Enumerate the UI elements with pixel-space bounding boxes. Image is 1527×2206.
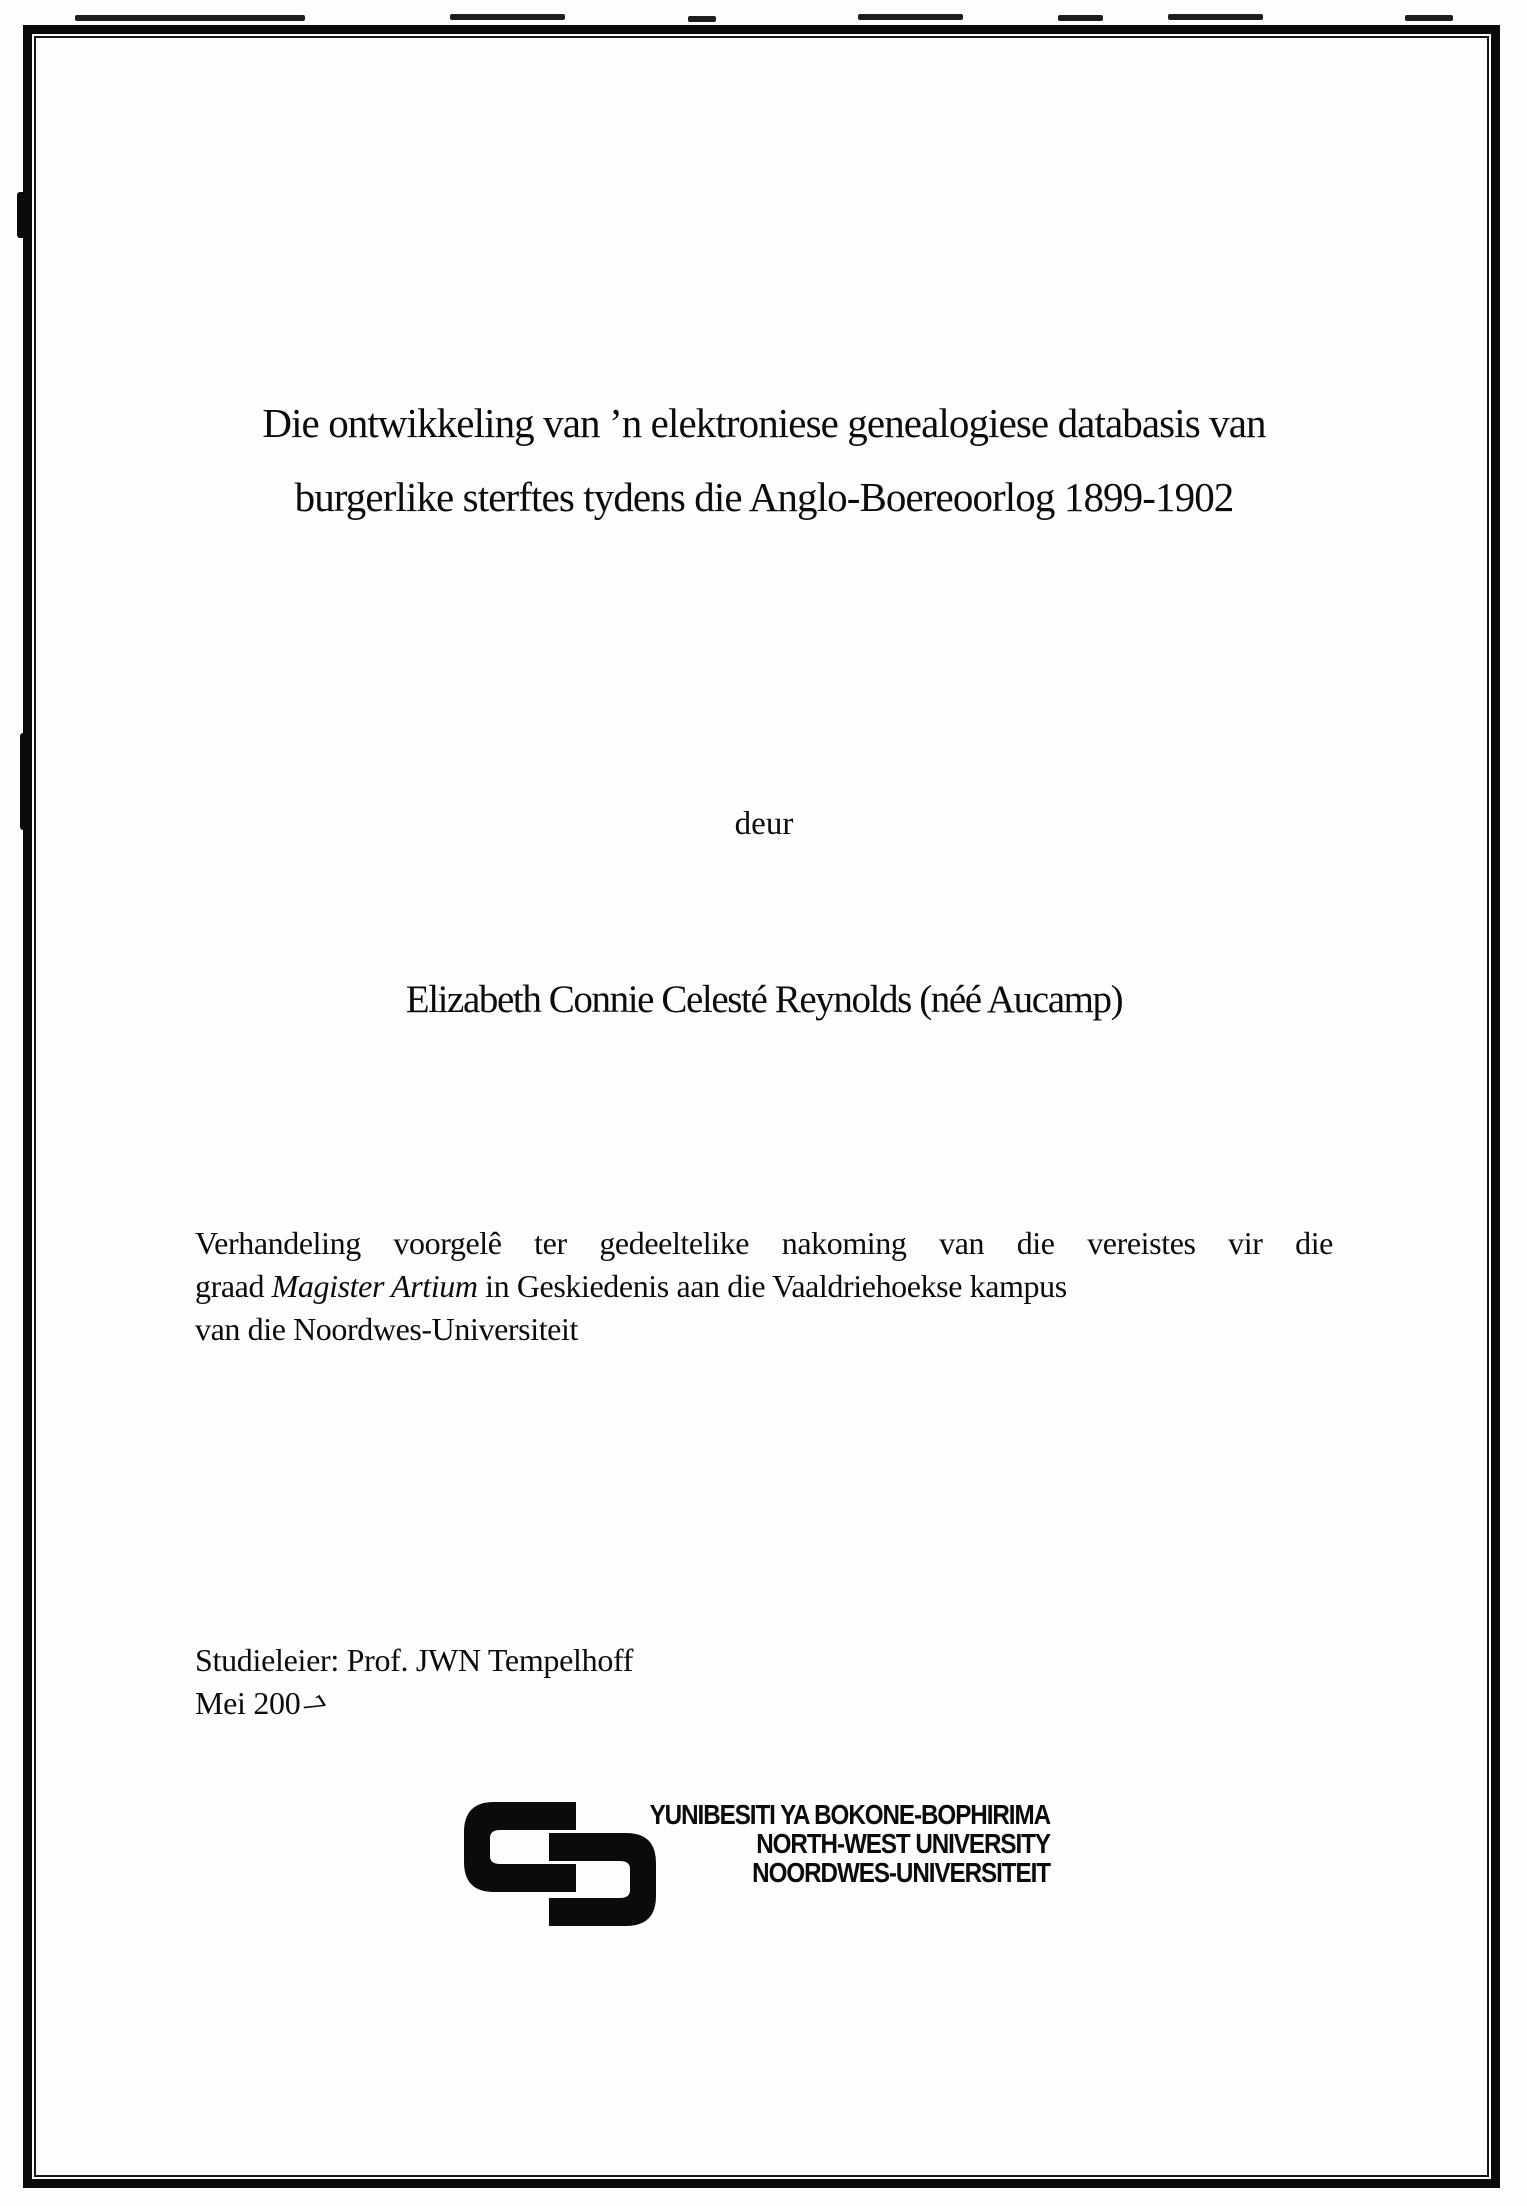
byline-label: deur <box>734 806 794 842</box>
submission-line-2-suffix: in Geskiedenis aan die Vaaldriehoekse kampus <box>477 1268 1067 1304</box>
scan-artifact <box>1405 15 1453 21</box>
submission-line-2 <box>195 1265 1333 1308</box>
degree-name-italic: Magister Artium <box>271 1268 478 1304</box>
date-prefix: Mei 200 <box>195 1685 301 1721</box>
university-logo-text <box>643 1801 1050 1887</box>
thesis-title-line-2: burgerlike sterftes tydens die Anglo-Boereoorlog 1899-1902 <box>294 474 1234 520</box>
supervisor-and-date <box>195 1639 1333 1725</box>
supervisor-line: Studieleier: Prof. JWN Tempelhoff <box>195 1642 634 1678</box>
scan-artifact <box>688 16 716 22</box>
logo-line-setswana: YUNIBESITI YA BOKONE-BOPHIRIMA <box>649 1799 1050 1830</box>
submission-statement <box>195 1222 1333 1351</box>
author-name: Elizabeth Connie Celesté Reynolds (néé Aucamp) <box>405 978 1123 1021</box>
submission-line-3: van die Noordwes-Universiteit <box>195 1311 578 1347</box>
scan-artifact <box>1058 15 1103 21</box>
nwu-chain-links-icon <box>464 1802 658 1928</box>
scan-artifact <box>450 14 565 20</box>
submission-line-1: Verhandeling voorgelê ter gedeeltelike nakoming van die vereistes vir die <box>195 1225 1333 1261</box>
thesis-title-line-1: Die ontwikkeling van ’n elektroniese genealogiese databasis van <box>262 400 1266 446</box>
scan-artifact <box>75 15 305 21</box>
date-line <box>195 1682 1333 1725</box>
date-last-digit: 7 <box>296 1689 334 1720</box>
scan-artifact <box>1168 14 1263 20</box>
logo-line-afrikaans: NOORDWES-UNIVERSITEIT <box>752 1856 1050 1888</box>
submission-line-2-prefix: graad <box>195 1268 272 1304</box>
scan-artifact <box>858 14 963 20</box>
logo-line-english: NORTH-WEST UNIVERSITY <box>756 1827 1050 1859</box>
